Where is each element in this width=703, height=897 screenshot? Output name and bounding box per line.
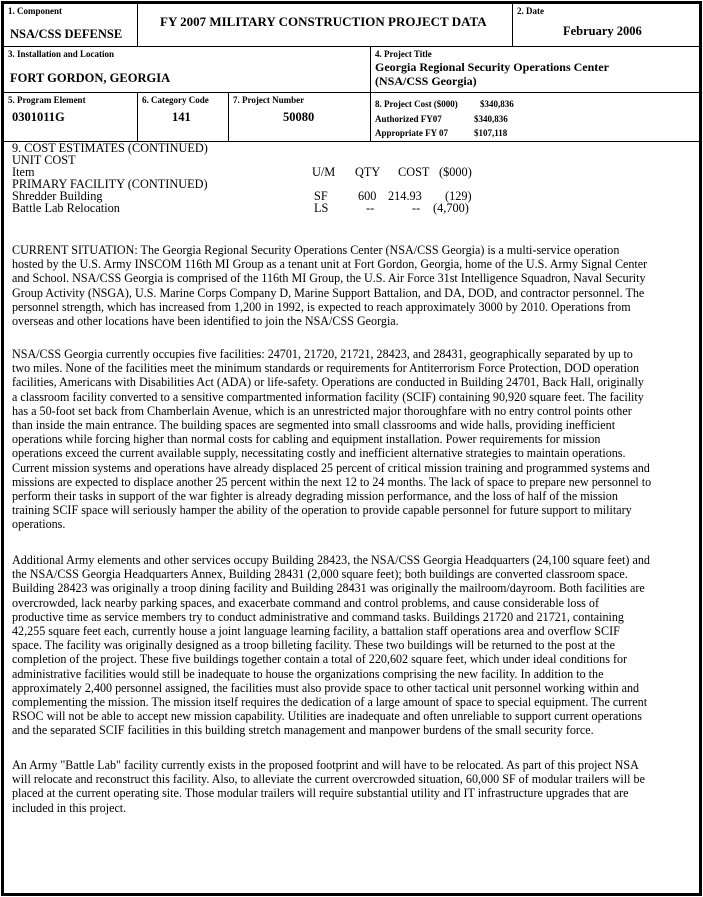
project-title-line-1: Georgia Regional Security Operations Center xyxy=(375,60,609,74)
document-frame xyxy=(1,1,702,896)
paragraph-line: 42,255 square feet each, currently house a joint language learning facility, a battalion staff operations area and overflow SCIF xyxy=(12,623,620,638)
paragraph-line: perform their tasks in support of the war fighter is already degrading mission performance, and the loss of half of the mission xyxy=(12,488,618,503)
paragraph-line: completion of the project. These five buildings together contain a total of 220,602 square feet, which under ideal conditions for xyxy=(12,652,628,667)
paragraph-line: will relocate and reconstruct this facility. Also, to alleviate the current overcrowded situation, 60,000 SF of modular trailers will be xyxy=(12,772,645,787)
item-unit-cost: 214.93 xyxy=(388,189,422,203)
project-number-value: 50080 xyxy=(283,110,315,124)
project-title-cell xyxy=(371,47,699,93)
paragraph-line: facilities, Americans with Disabilities Act (ADA) or life-safety. Operations are conducted in Building 24701, Back Hall, originally xyxy=(12,375,644,390)
program-element-cell xyxy=(4,93,138,142)
paragraph-battle-lab xyxy=(12,758,645,815)
paragraph-line: overcrowded, lack nearby parking spaces, and exacerbate command and control problems, and cause considerable loss of xyxy=(12,595,599,610)
item-cost: (129) xyxy=(445,189,472,203)
paragraph-line: two miles. None of the facilities meet the minimum standards or requirements for Antiterrorism Force Protection, DOD operation xyxy=(12,361,640,376)
paragraph-line: administrative facilities would still be inadequate to house the organizations comprising the new facility. In addition to the xyxy=(12,666,604,681)
primary-facility-heading: PRIMARY FACILITY (CONTINUED) xyxy=(12,177,208,191)
project-title-line-2: (NSA/CSS Georgia) xyxy=(375,74,477,88)
paragraph-line: personnel strength, which has increased from 1,200 in 1992, is expected to reach approximately 3000 by 2010. Operations from xyxy=(12,299,631,314)
paragraph-line: and School. NSA/CSS Georgia is comprised of the 116th MI Group, the U.S. Air Force 31st Intelligence Squadron, Naval Security xyxy=(12,271,646,286)
paragraph-line: CURRENT SITUATION: The Georgia Regional Security Operations Center (NSA/CSS Georgia) is a multi-service operation xyxy=(12,243,620,257)
paragraph-facilities xyxy=(12,347,651,531)
installation-value: FORT GORDON, GEORGIA xyxy=(10,71,171,85)
paragraph-line: a classroom facility converted to a sensitive compartmented information facility (SCIF) containing 90,920 square feet. The facility xyxy=(12,389,644,404)
project-title-label: 4. Project Title xyxy=(375,49,432,59)
category-code-cell xyxy=(138,93,229,142)
item-name: Shredder Building xyxy=(12,189,103,203)
paragraph-line: operations while forcing higher than normal costs for cabling and equipment installation. Power requirements for mission xyxy=(12,432,601,447)
paragraph-line: space. The facility was originally designed as a troop billeting facility. These two buildings will be returned to the post at the xyxy=(12,638,615,653)
paragraph-line: Additional Army elements and other services occupy Building 28423, the NSA/CSS Georgia Headquarters (24,100 square feet) and xyxy=(12,553,650,567)
component-value: NSA/CSS DEFENSE xyxy=(10,27,123,41)
paragraph-line: placed at the current operating site. Those modular trailers will require substantial utility and IT infrastructure upgrades that are xyxy=(12,786,629,801)
paragraph-line: approximately 2,400 personnel assigned, the facilities must also provide space to other tactical unit personnel working within and xyxy=(12,680,640,695)
item-qty: 600 xyxy=(358,189,377,203)
col-cost-unit: ($000) xyxy=(439,165,472,179)
item-unit-cost: -- xyxy=(412,201,421,215)
paragraph-line: An Army "Battle Lab" facility currently exists in the proposed footprint and will have to be relocated. As part of this project NSA xyxy=(12,758,639,772)
appropriate-value: $107,118 xyxy=(474,128,508,138)
col-qty: QTY xyxy=(355,165,381,179)
paragraph-line: and the separated SCIF facilities in this building stretch management and manpower burdens of the small security force. xyxy=(12,723,594,738)
col-item: Item xyxy=(12,165,35,179)
paragraph-line: Group Activity (NSGA), U.S. Marine Corps Company D, Marine Support Battalion, and DA, DOD, and contractor personnel. The xyxy=(12,285,645,300)
date-cell xyxy=(513,4,699,47)
item-name: Battle Lab Relocation xyxy=(12,201,120,215)
paragraph-line: complementing the mission. The mission itself requires the dedication of a large amount of space to special equipment. The current xyxy=(12,694,648,709)
component-label: 1. Component xyxy=(8,6,63,16)
paragraph-line: RSOC will not be able to accept new mission capability. Utilities are inadequate and often unreliable to support current operations xyxy=(12,709,642,724)
date-value: February 2006 xyxy=(563,24,642,38)
paragraph-current-situation xyxy=(12,243,647,328)
paragraph-line: included in this project. xyxy=(12,800,127,815)
date-label: 2. Date xyxy=(517,6,544,16)
authorized-label: Authorized FY07 xyxy=(375,114,442,124)
component-cell xyxy=(4,4,138,47)
cost-estimates-heading: 9. COST ESTIMATES (CONTINUED) xyxy=(12,141,208,155)
paragraph-line: training SCIF space will seriously hamper the ability of the operation to provide capable personnel for future support to military xyxy=(12,503,632,518)
item-qty: -- xyxy=(366,201,375,215)
authorized-value: $340,836 xyxy=(474,114,508,124)
paragraph-additional-elements xyxy=(12,553,650,737)
paragraph-line: productive time as service members try to conduct administrative and command tasks. Buildings 21720 and 21721, containing xyxy=(12,609,624,624)
category-code-value: 141 xyxy=(172,110,191,124)
paragraph-line: overseas and other locations have been identified to join the NSA/CSS Georgia. xyxy=(12,313,399,328)
form-title-cell xyxy=(138,4,513,47)
form-title: FY 2007 MILITARY CONSTRUCTION PROJECT DATA xyxy=(160,14,487,29)
project-cost-value: $340,836 xyxy=(480,99,514,109)
unit-cost-heading: UNIT COST xyxy=(12,153,76,167)
appropriate-label: Appropriate FY 07 xyxy=(375,128,448,138)
program-element-value: 0301011G xyxy=(12,110,65,124)
col-cost: COST xyxy=(398,165,430,179)
installation-label: 3. Installation and Location xyxy=(8,49,115,59)
paragraph-line: has a 50-foot set back from Chamberlain Avenue, which is an unrestricted major thoroughfare with no entry control points other xyxy=(12,403,632,418)
project-number-cell xyxy=(229,93,371,142)
paragraph-line: than inside the main entrance. The building spaces are segmented into small classrooms and wide halls, providing inefficient xyxy=(12,417,616,432)
paragraph-line: operations exceed the current available supply, necessitating costly and inefficient alternative strategies to maintain operations. xyxy=(12,446,626,461)
project-cost-cell xyxy=(371,93,699,142)
project-cost-label: 8. Project Cost ($000) xyxy=(375,99,458,109)
paragraph-line: the NSA/CSS Georgia Headquarters Annex, Building 28431 (2,000 square feet); both buildings are converted classroom space. xyxy=(12,567,628,582)
paragraph-line: missions are expected to displace another 25 percent within the next 12 to 24 months. The lack of space to prepare new personnel to xyxy=(12,474,652,489)
item-um: SF xyxy=(314,189,328,203)
project-number-label: 7. Project Number xyxy=(233,95,305,105)
col-um: U/M xyxy=(312,165,336,179)
category-code-label: 6. Category Code xyxy=(142,95,209,105)
installation-cell xyxy=(4,47,371,93)
item-um: LS xyxy=(314,201,329,215)
paragraph-line: hosted by the U.S. Army INSCOM 116th MI Group as a tenant unit at Fort Gordon, Georgia, home of the U.S. Army Signal Center xyxy=(12,257,648,272)
paragraph-line: Current mission systems and operations have already displaced 25 percent of critical mission training and programmed systems and xyxy=(12,460,650,475)
paragraph-line: Building 28423 was originally a troop dining facility and Building 28431 was originally the mailroom/dayroom. Both facilities are xyxy=(12,581,645,596)
paragraph-line: NSA/CSS Georgia currently occupies five facilities: 24701, 21720, 21721, 28423, and 28431, geographically separated by up to xyxy=(12,347,633,361)
paragraph-line: operations. xyxy=(12,517,66,532)
item-cost: (4,700) xyxy=(433,201,469,215)
program-element-label: 5. Program Element xyxy=(8,95,86,105)
